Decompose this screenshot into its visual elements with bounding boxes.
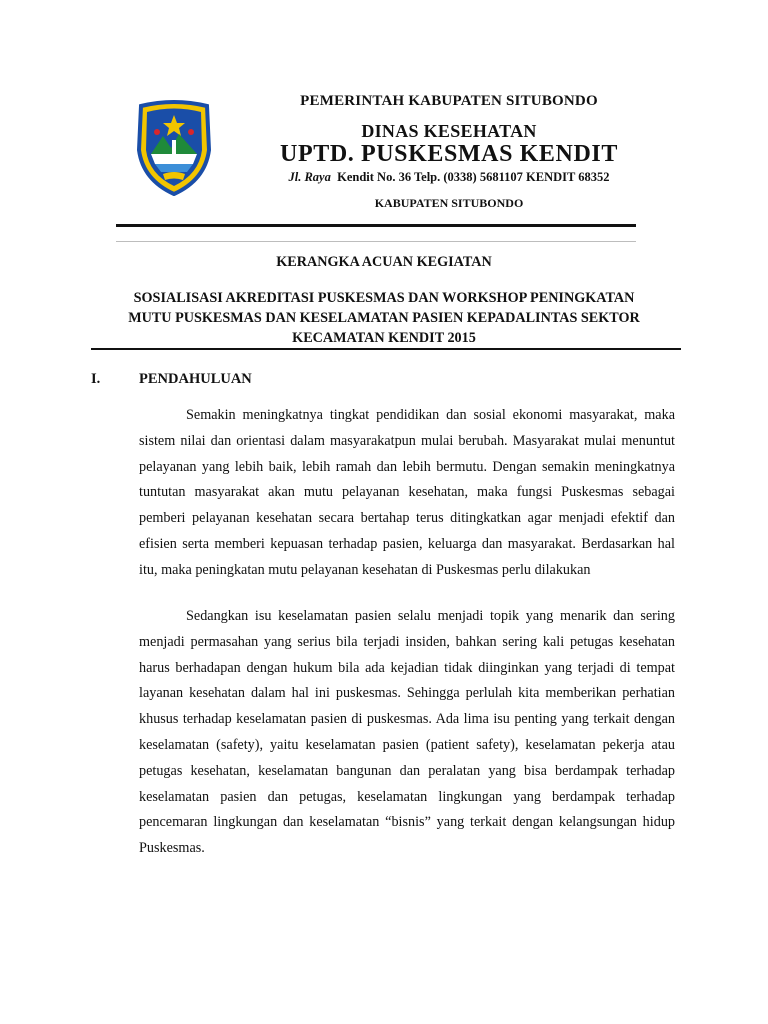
letterhead-department: DINAS KESEHATAN: [361, 121, 537, 141]
letterhead-unit: UPTD. PUSKESMAS KENDIT: [280, 141, 618, 167]
subject-line-1: SOSIALISASI AKREDITASI PUSKESMAS DAN WORKSHOP PENINGKATAN: [133, 290, 635, 306]
body-paragraph-1: Semakin meningkatnya tingkat pendidikan dan sosial ekonomi masyarakat, maka sistem nilai dan orientasi dalam masyarakatpun mulai berubah. Masyarakat mulai menuntut pelayanan yang lebih baik, lebih ramah dan lebih bermutu. Dengan semakin meningkatnya tuntutan masyarakat akan mutu pelayanan kesehatan, maka fungsi Puskesmas sebagai pemberi pelayanan kesehatan secara bertahap terus ditingkatkan agar menjadi efektif dan efisien serta memberi kepuasan terhadap pasien, keluarga dan masyarakat. Berdasarkan hal itu, maka peningkatan mutu pelayanan kesehatan di Puskesmas perlu dilakukan: [139, 407, 675, 578]
letterhead-government: PEMERINTAH KABUPATEN SITUBONDO: [300, 93, 598, 109]
letterhead-regency: KABUPATEN SITUBONDO: [374, 196, 524, 210]
section-number: I.: [91, 371, 101, 387]
letterhead-divider: [116, 224, 636, 227]
subject-line-2: MUTU PUSKESMAS DAN KESELAMATAN PASIEN KEPADALINTAS SEKTOR: [128, 310, 640, 326]
body-paragraph-2: Sedangkan isu keselamatan pasien selalu menjadi topik yang menarik dan sering menjadi permasahan yang serius bila terjadi insiden, bahkan sering kali petugas kesehatan harus berhadapan dengan hukum bila ada kejadian tidak diinginkan yang terjadi di tempat layanan kesehatan dalam hal ini puskesmas. Sehingga perlulah kita memberikan perhatian khusus terhadap keselamatan pasien di puskesmas. Ada lima isu penting yang terkait dengan keselamatan (safety), yaitu keselamatan pasien (patient safety), keselamatan pekerja atau petugas kesehatan, keselamatan bangunan dan peralatan yang bisa berdampak terhadap keselamatan pasien dan petugas, keselamatan lingkungan yang berdampak terhadap pencemaran lingkungan dan keselamatan “bisnis” yang terkait dengan kelangsungan hidup Puskesmas.: [139, 608, 675, 857]
section-heading: PENDAHULUAN: [139, 371, 252, 387]
letterhead-divider-thin: [116, 241, 636, 242]
letterhead-address-label: Jl. Raya: [288, 170, 331, 184]
title-divider: [91, 348, 681, 350]
letterhead-address: Kendit No. 36 Telp. (0338) 5681107 KENDIT 68352: [337, 170, 610, 184]
situbondo-regency-crest-icon: [133, 98, 215, 196]
letterhead-address-line: [215, 170, 683, 185]
subject-line-3: KECAMATAN KENDIT 2015: [292, 330, 476, 346]
document-type-title: KERANGKA ACUAN KEGIATAN: [276, 254, 492, 270]
document-subject: [60, 288, 708, 348]
